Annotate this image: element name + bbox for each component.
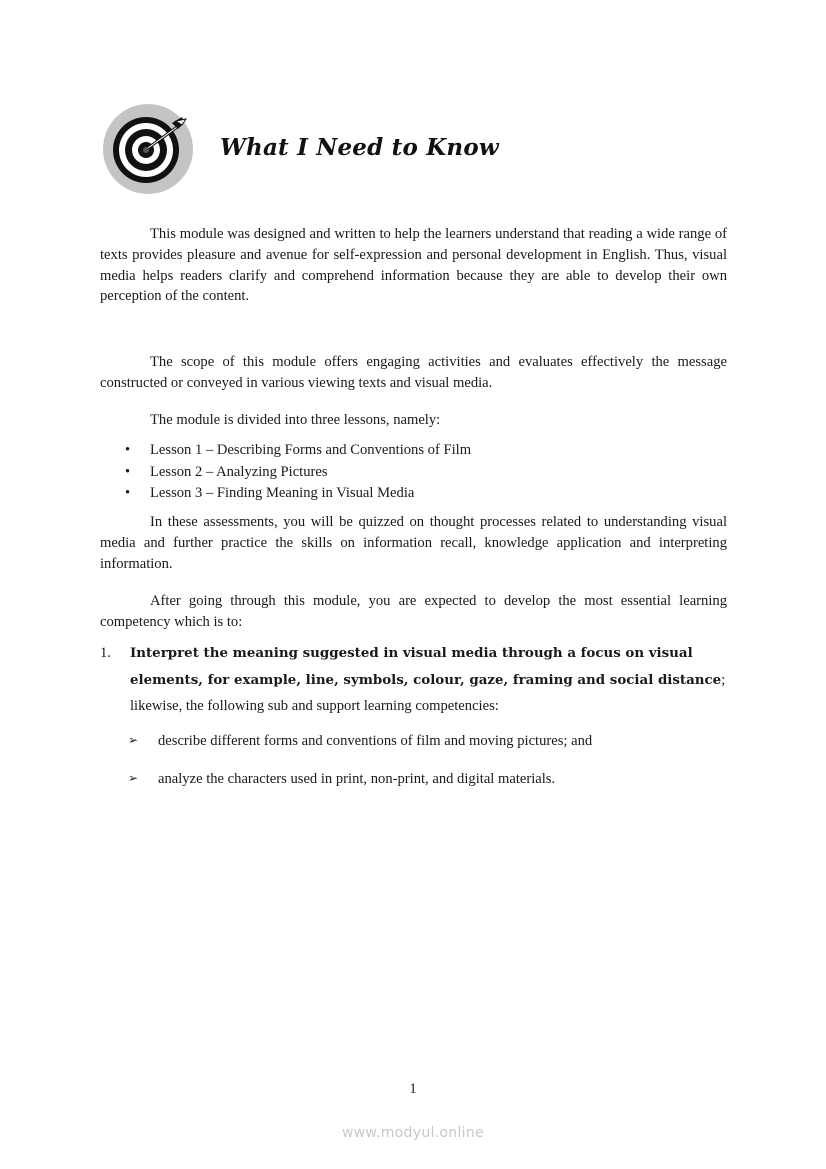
page-number: 1 [409, 1081, 417, 1097]
expectation-paragraph [100, 591, 727, 633]
lesson-text: Lesson 1 – Describing Forms and Conventions of Film [150, 442, 472, 458]
bullet-icon: • [125, 485, 131, 501]
page-title: What I Need to Know [220, 134, 499, 161]
expectation-text: After going through this module, you are expected to develop the most essential learning competency which is to: [100, 593, 727, 630]
lessons-intro-text: The module is divided into three lessons, namely: [150, 412, 441, 428]
bullet-icon: • [125, 463, 131, 480]
lesson-item [100, 440, 727, 462]
competency-bold-text: Interpret the meaning suggested in visual media through a focus on visual elements, for example, line, symbols, colour, gaze, framing and social distance [130, 645, 722, 688]
competency-item [100, 640, 730, 720]
assessments-text: In these assessments, you will be quizzed on thought processes related to understanding visual media and further practice the skills on information recall, knowledge application and interpreting information. [100, 514, 727, 572]
lesson-item [100, 483, 727, 505]
competency-rest-text: ; likewise, the following sub and support learning competencies: [130, 671, 726, 714]
assessments-paragraph [100, 512, 727, 574]
scope-text: The scope of this module offers engaging activities and evaluates effectively the message constructed or conveyed in various viewing texts and visual media. [100, 354, 727, 391]
watermark: www.modyul.online [342, 1125, 484, 1141]
competency-number: 1. [100, 645, 111, 661]
bullet-icon: • [125, 442, 131, 458]
lesson-text: Lesson 3 – Finding Meaning in Visual Media [150, 485, 415, 501]
target-bullseye-icon [102, 103, 194, 195]
arrow-bullet-icon: ➢ [128, 771, 139, 785]
intro-paragraph [100, 224, 727, 307]
lesson-list [100, 440, 727, 505]
competency-content [130, 640, 730, 720]
intro-text: This module was designed and written to help the learners understand that reading a wide range of texts provides pleasure and avenue for self-expression and personal development in English. Thus, visual media helps readers clarify and comprehend information because they are able to develop their own perception of the content. [100, 226, 727, 305]
scope-paragraph [100, 352, 727, 394]
sub-competency-text: describe different forms and conventions of film and moving pictures; and [158, 733, 593, 749]
arrow-bullet-icon: ➢ [128, 733, 139, 747]
lessons-intro-paragraph [100, 410, 727, 431]
lesson-item [100, 462, 727, 484]
lesson-text: Lesson 2 – Analyzing Pictures [150, 463, 328, 480]
sub-competency-text: analyze the characters used in print, non-print, and digital materials. [158, 771, 556, 787]
section-header [102, 103, 622, 195]
